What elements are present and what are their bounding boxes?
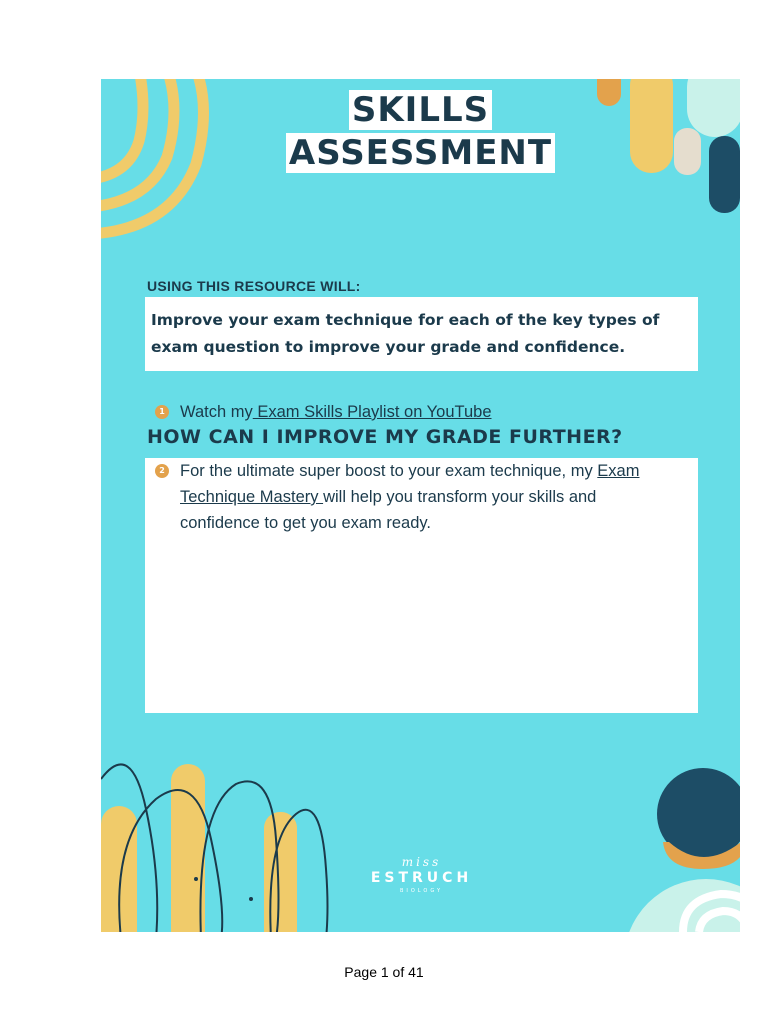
title-text: ASSESSMENT bbox=[286, 133, 555, 173]
step-text-after: will help you transform your skills and confidence to get you exam ready. bbox=[180, 488, 597, 532]
youtube-playlist-link[interactable]: Exam Skills Playlist on YouTube bbox=[252, 403, 492, 421]
step-text-before: For the ultimate super boost to your exam technique, my bbox=[180, 462, 598, 480]
bottom-right-shapes bbox=[624, 768, 740, 932]
step-item bbox=[155, 458, 680, 536]
step-text bbox=[180, 458, 680, 536]
logo-main: ESTRUCH bbox=[370, 870, 473, 886]
step-text bbox=[180, 399, 680, 425]
using-box bbox=[145, 297, 698, 371]
page-number: Page 1 of 41 bbox=[344, 964, 424, 980]
title-text: SKILLS bbox=[349, 90, 492, 130]
logo-sub: BIOLOGY bbox=[399, 888, 444, 894]
using-label: USING THIS RESOURCE WILL: bbox=[147, 278, 361, 294]
page-title-line2 bbox=[101, 134, 740, 172]
step-number-badge: 2 bbox=[155, 464, 169, 478]
exam-technique-mastery-link[interactable]: Exam Technique Mastery bbox=[180, 462, 640, 506]
bottom-left-shapes bbox=[101, 764, 328, 932]
using-text: Improve your exam technique for each of the key types of exam question to improve your grade and confidence. bbox=[151, 311, 660, 356]
page-title-line1 bbox=[101, 91, 740, 129]
step-item bbox=[155, 399, 680, 425]
brand-logo bbox=[354, 855, 489, 895]
step-number-badge: 1 bbox=[155, 405, 169, 419]
logo-script: miss bbox=[401, 855, 442, 869]
improve-heading: HOW CAN I IMPROVE MY GRADE FURTHER? bbox=[147, 426, 623, 448]
step-text-before: Watch my bbox=[180, 403, 253, 421]
